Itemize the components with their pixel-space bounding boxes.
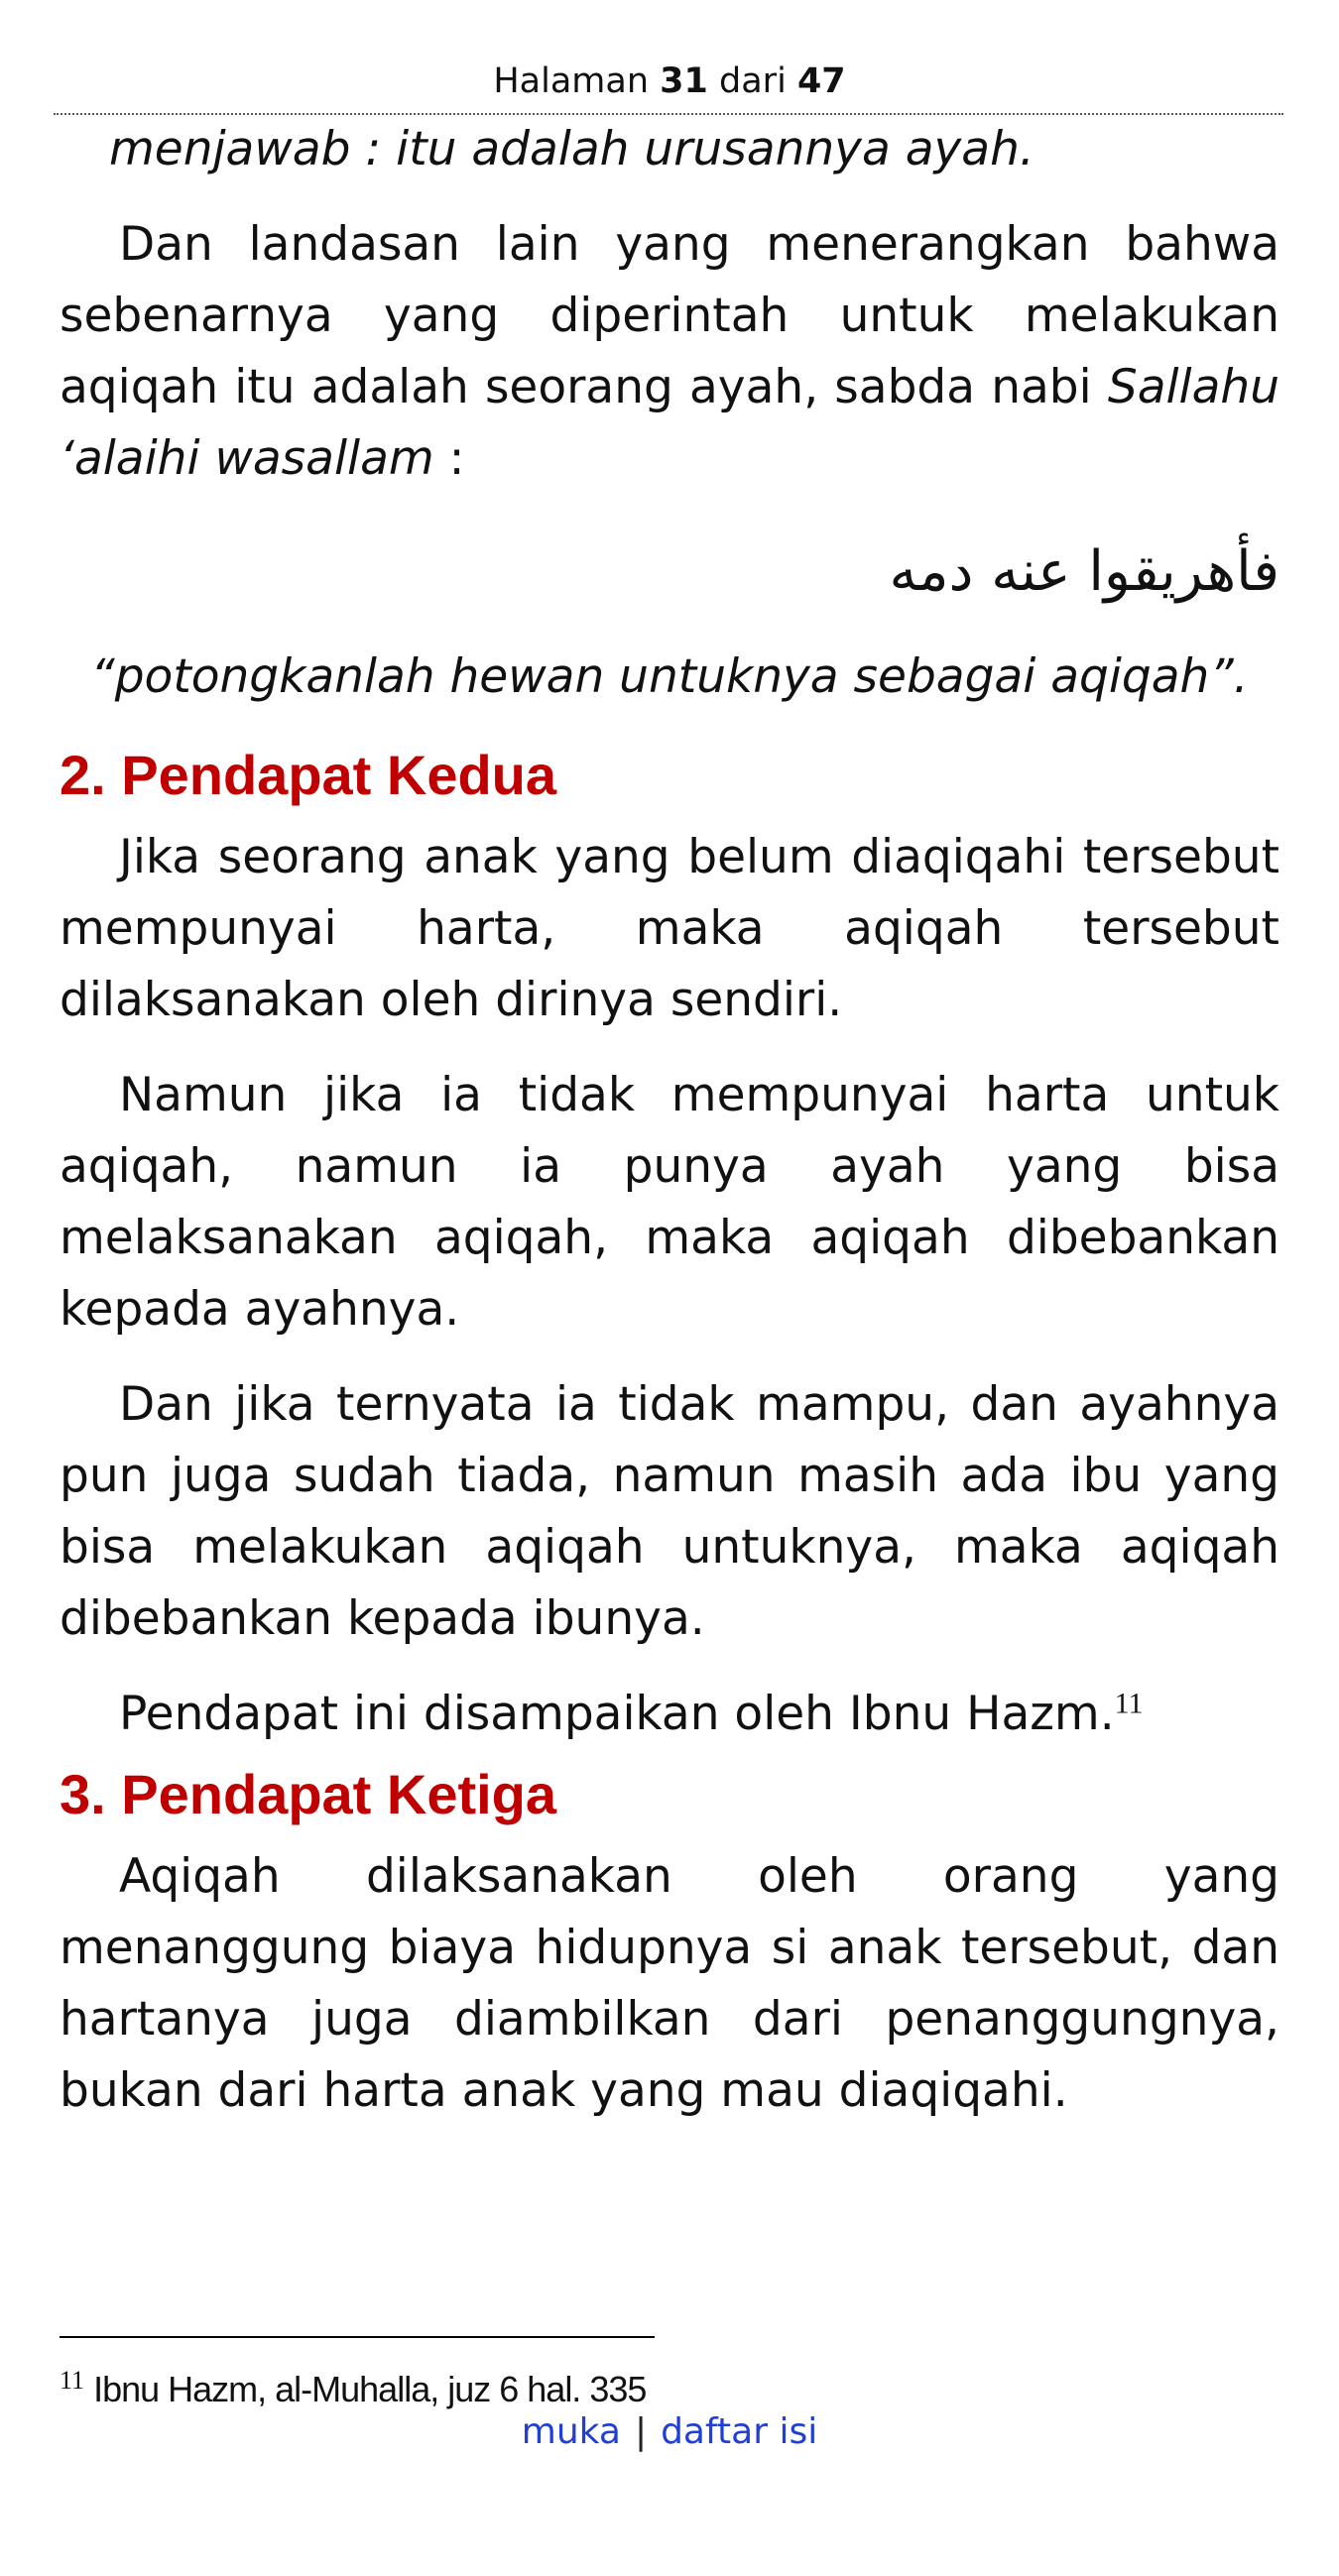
paragraph-ibu: Dan jika ternyata ia tidak mampu, dan ayahnya pun juga sudah tiada, namun masih ada ibu yang bisa melakukan aqiqah untuknya, maka aqiqah dibebankan kepada ibunya. <box>60 1377 1279 1646</box>
continuation-line: menjawab : itu adalah urusannya ayah. <box>109 122 1035 176</box>
paragraph-harta: Jika seorang anak yang belum diaqiqahi tersebut mempunyai harta, maka aqiqah tersebut dilaksanakan oleh dirinya sendiri. <box>60 830 1279 1027</box>
heading-pendapat-ketiga: 3. Pendapat Ketiga <box>60 1763 557 1825</box>
paragraph-penanggung: Aqiqah dilaksanakan oleh orang yang menanggung biaya hidupnya si anak tersebut, dan hartanya juga diambilkan dari penanggungnya, bukan dari harta anak yang mau diaqiqahi. <box>60 1849 1279 2118</box>
paragraph-ibnu-hazm-text: Pendapat ini disampaikan oleh Ibnu Hazm. <box>119 1687 1115 1741</box>
muka-link[interactable]: muka <box>521 2411 621 2452</box>
paragraph-landasan-end: : <box>433 431 465 486</box>
paragraph-ibnu-hazm <box>60 1679 1279 1750</box>
hadith-translation: “potongkanlah hewan untuknya sebagai aqiqah”. <box>90 649 1249 704</box>
page-content <box>60 114 1279 2127</box>
header-prefix: Halaman <box>493 61 650 101</box>
footnote <box>60 2358 1279 2412</box>
paragraph-landasan-text: Dan landasan lain yang menerangkan bahwa sebenarnya yang diperintah untuk melakukan aqiqah itu adalah seorang ayah, sabda nabi <box>60 217 1279 414</box>
footnote-text: Ibnu Hazm, al-Muhalla, juz 6 hal. 335 <box>93 2369 647 2409</box>
paragraph-landasan <box>60 209 1279 495</box>
footnote-number: 11 <box>60 2366 85 2395</box>
paragraph-ayah: Namun jika ia tidak mempunyai harta untuk aqiqah, namun ia punya ayah yang bisa melaksanakan aqiqah, maka aqiqah dibebankan kepada ayahnya. <box>60 1068 1279 1337</box>
paragraph-landasan-italic: Sallahu ‘alaihi wasallam <box>60 360 1279 486</box>
header-middle: dari <box>719 61 787 101</box>
header-current-page: 31 <box>660 61 708 101</box>
footnote-reference: 11 <box>1114 1687 1144 1720</box>
header-total-pages: 47 <box>796 61 846 101</box>
page-navigation <box>0 2407 1339 2457</box>
nav-separator: | <box>634 2411 648 2452</box>
page-header <box>0 58 1339 105</box>
heading-pendapat-kedua: 2. Pendapat Kedua <box>60 744 557 806</box>
arabic-hadith: فأهريقوا عنه دمه <box>889 539 1279 604</box>
footnote-divider <box>60 2336 655 2338</box>
daftar-isi-link[interactable]: daftar isi <box>661 2411 818 2452</box>
